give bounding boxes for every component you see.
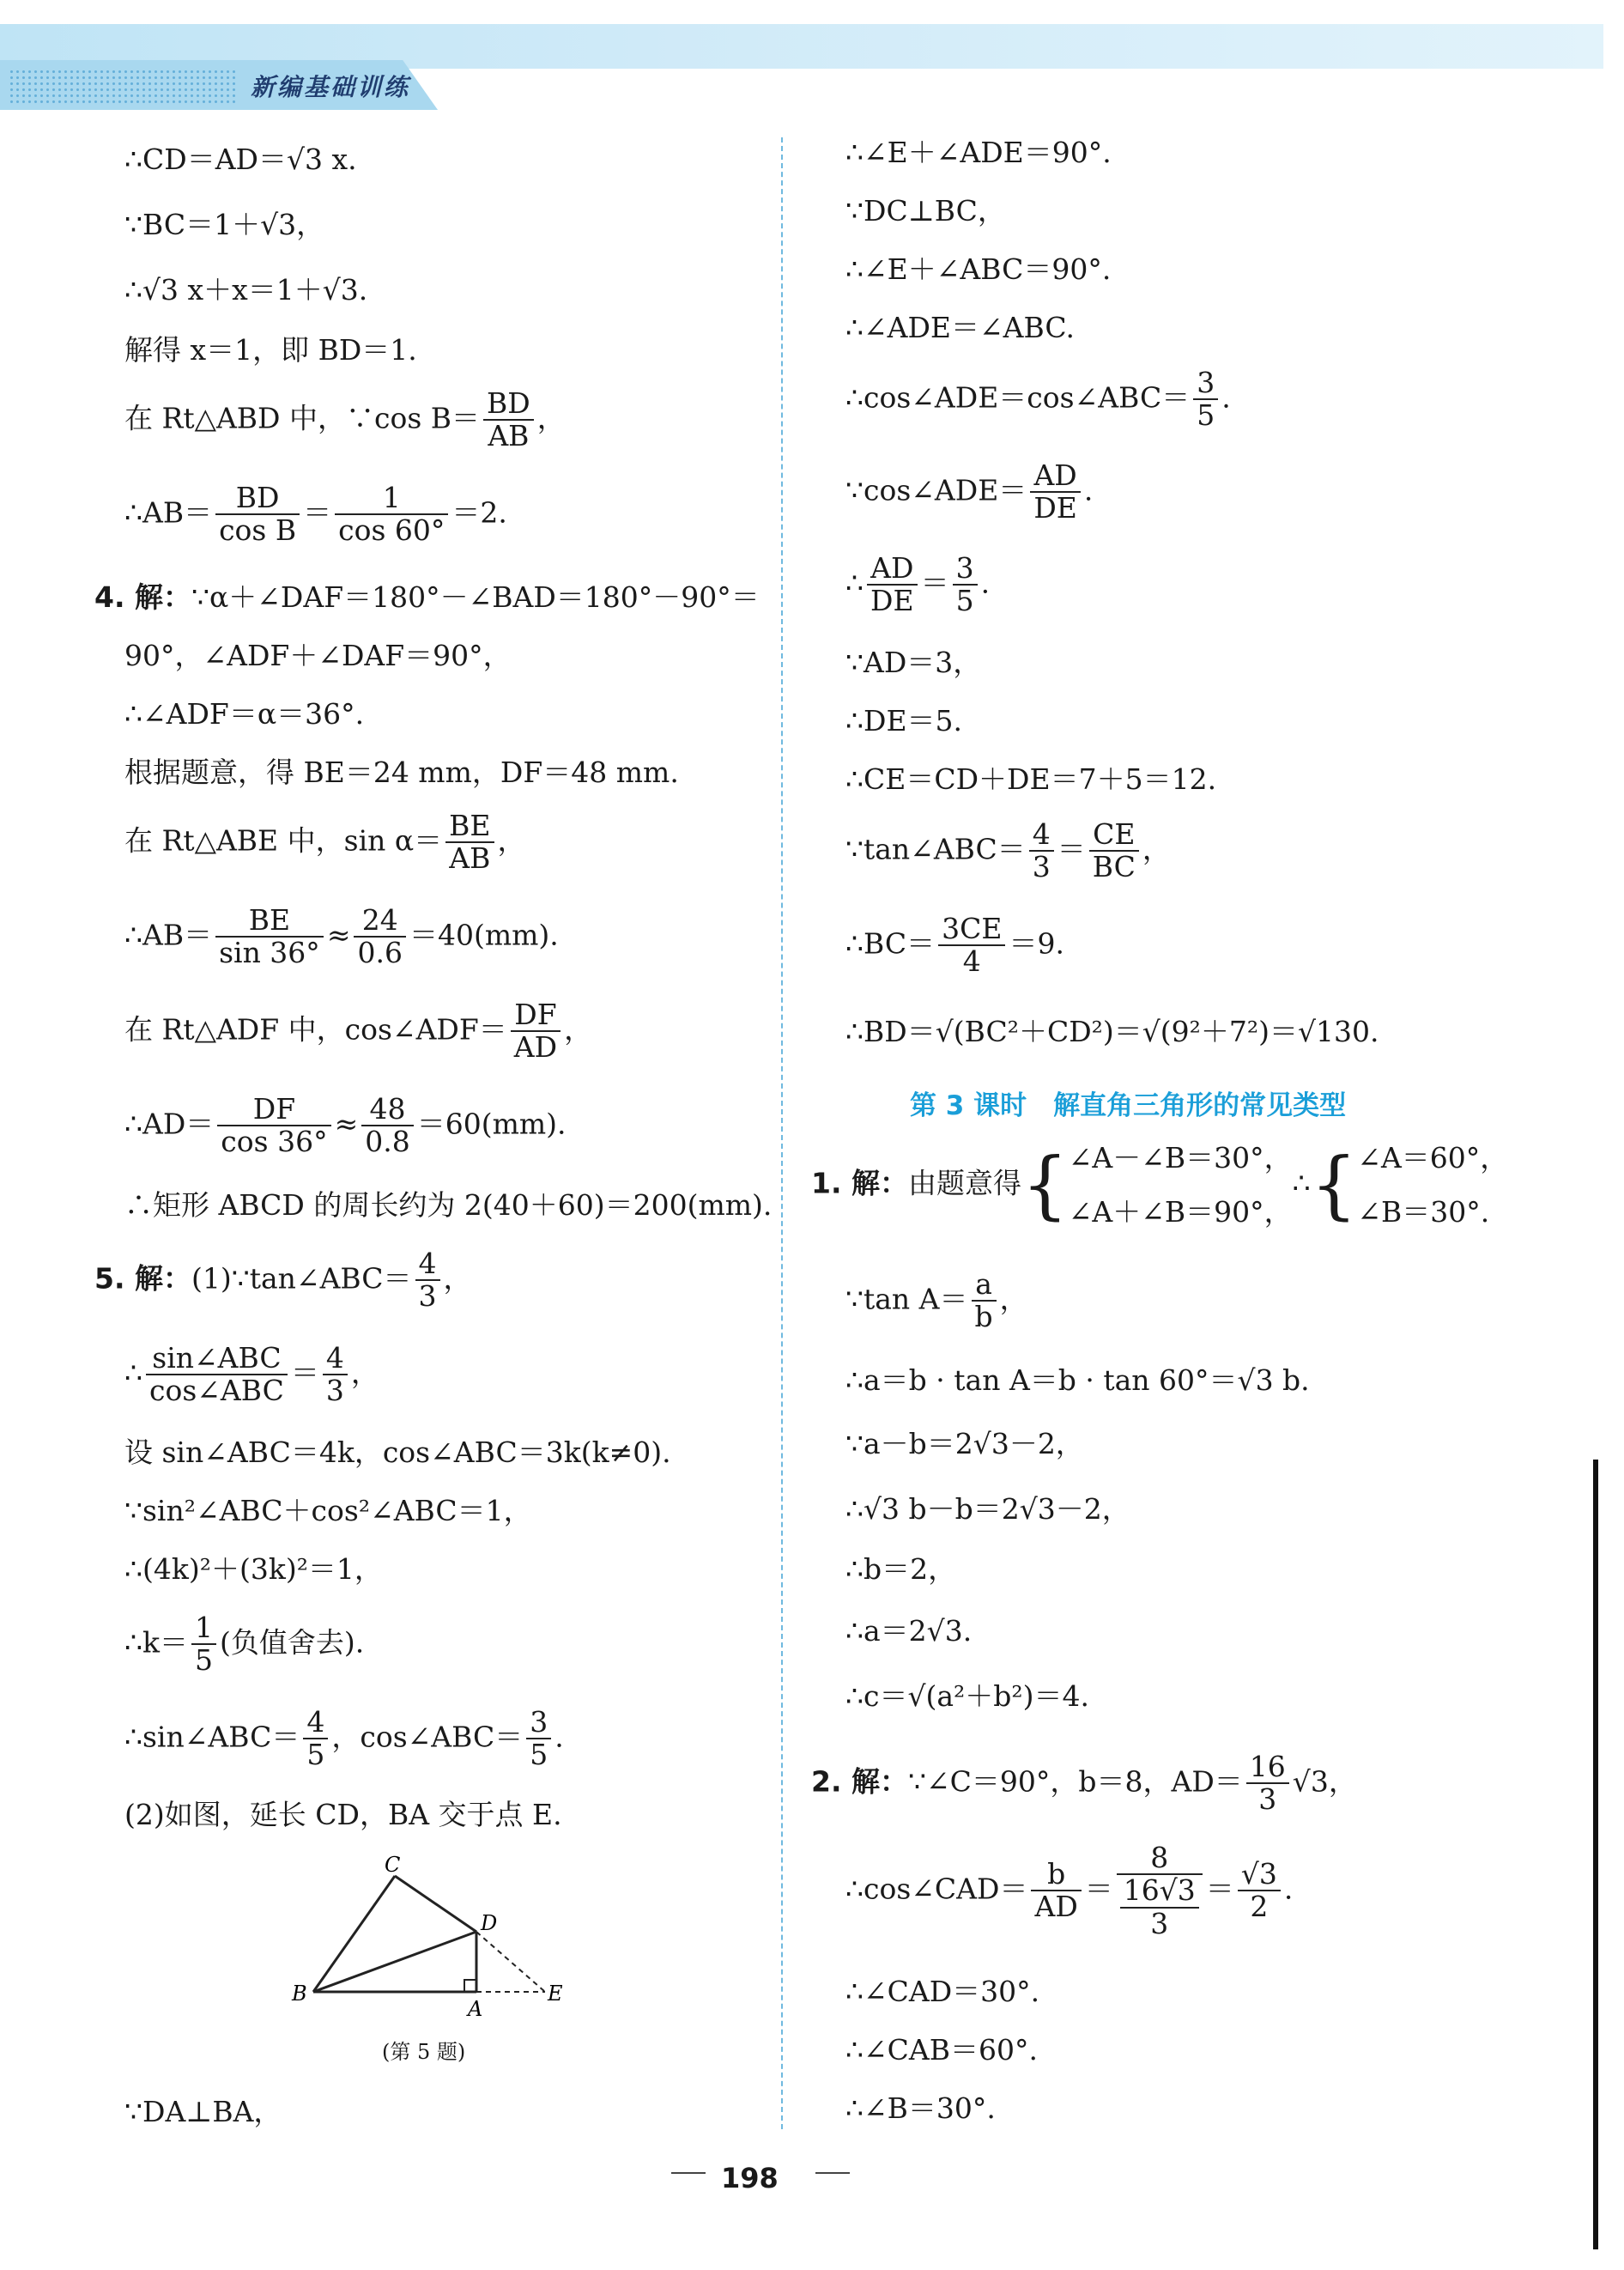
book-title: 新编基础训练 xyxy=(251,73,411,101)
label-a: A xyxy=(468,1997,483,2018)
text-line: ∴(4k)²＋(3k)²＝1， xyxy=(124,1552,383,1586)
text-line: ∴k＝ $\frac{1}{5}$ (负值舍去). xyxy=(124,1611,365,1678)
figure-caption: (第 5 题) xyxy=(382,2040,466,2064)
page-number: 198 xyxy=(721,2162,779,2194)
text-line: ∴∠E＋∠ADE＝90°. xyxy=(845,136,1112,169)
text-line: ∴∠ADF＝α＝36°. xyxy=(124,697,365,731)
text-line: ∴AD＝ $\frac{DF}{\cos 36^\circ}$ ≈ $\frac{48}{0.8}$ ＝60(mm). xyxy=(124,1092,567,1159)
label-c: C xyxy=(385,1854,401,1877)
text-line: ∴∠CAD＝30°. xyxy=(845,1975,1040,2008)
text-line: ∵DA⊥BA， xyxy=(124,2095,282,2128)
text-line: ∴ $\frac{\text{sin∠ABC}}{\text{cos∠ABC}}$ ＝ $\frac{4}{3}$ ， xyxy=(124,1341,379,1408)
text-line: (2)如图，延长 CD，BA 交于点 E. xyxy=(124,1798,562,1831)
text-line: ∴CD＝AD＝√3 x. xyxy=(124,143,357,176)
text-line: ∴√3 b－b＝2√3－2， xyxy=(845,1492,1130,1526)
page-number-dash xyxy=(815,2172,850,2174)
column-divider xyxy=(781,137,783,2129)
text-line: ∴ $\frac{AD}{DE}$ ＝ $\frac{3}{5}$ . xyxy=(845,551,991,618)
text-line: ∴a＝b · tan A＝b · tan 60°＝√3 b. xyxy=(845,1363,1310,1397)
text-line: 在 Rt△ABD 中，∵cos B＝ $\frac{BD}{AB}$ ， xyxy=(124,386,566,453)
text-line: 4. 解：∵α＋∠DAF＝180°－∠BAD＝180°－90°＝ xyxy=(94,580,760,614)
text-line: ∵DC⊥BC， xyxy=(845,194,1006,228)
text-line: ∴AB＝ $\frac{BE}{\sin 36^\circ}$ ≈ $\frac{24}{0.6}$ ＝40(mm). xyxy=(124,903,559,970)
text-line: 设 sin∠ABC＝4k，cos∠ABC＝3k(k≠0). xyxy=(124,1435,671,1469)
page-number-dash xyxy=(671,2172,706,2174)
text-line: 2. 解：∵∠C＝90°，b＝8，AD＝ $\frac{16}{3}$ √3， xyxy=(811,1750,1357,1817)
label-d: D xyxy=(481,1911,498,1935)
label-b: B xyxy=(292,1982,307,2006)
text-line: ∴矩形 ABCD 的周长约为 2(40＋60)＝200(mm). xyxy=(124,1188,773,1222)
text-line: ∵a－b＝2√3－2， xyxy=(845,1427,1084,1460)
text-line: ∵tan∠ABC＝ $\frac{4}{3}$ ＝ $\frac{CE}{BC}$ ， xyxy=(845,817,1171,884)
text-line: ∴cos∠ADE＝cos∠ABC＝ $\frac{3}{5}$ . xyxy=(845,366,1231,433)
triangle-figure xyxy=(283,1854,575,2018)
text-line: 5. 解：(1)∵tan∠ABC＝ $\frac{4}{3}$ ， xyxy=(94,1247,472,1314)
text-line: ∴√3 x＋x＝1＋√3. xyxy=(124,273,368,307)
text-line: ∴DE＝5. xyxy=(845,704,963,737)
text-line: ∵cos∠ADE＝ $\frac{AD}{DE}$ . xyxy=(845,458,1094,525)
text-line: 90°，∠ADF＋∠DAF＝90°， xyxy=(124,639,512,672)
section-title: 第 3 课时 解直角三角形的常见类型 xyxy=(910,1090,1347,1121)
text-line: ∴∠ADE＝∠ABC. xyxy=(845,311,1075,344)
text-line: ∴BD＝√(BC²＋CD²)＝√(9²＋7²)＝√130. xyxy=(845,1015,1379,1048)
text-line: ∴∠B＝30°. xyxy=(845,2091,996,2125)
text-line: ∴AB＝ $\frac{BD}{\text{cos B}}$ ＝ $\frac{1}{\cos 60^\circ}$ ＝2. xyxy=(124,481,507,548)
text-line: 根据题意，得 BE＝24 mm，DF＝48 mm. xyxy=(124,756,679,789)
text-line: ∴∠E＋∠ABC＝90°. xyxy=(845,252,1112,286)
text-line: 1. 解：由题意得{∠A－∠B＝30°， ∠A＋∠B＝90°，∴{∠A＝60°， ∠B＝30°. xyxy=(811,1141,1509,1229)
text-line: ∵BC＝1＋√3， xyxy=(124,208,325,241)
text-line: ∵tan A＝ $\frac{a}{b}$ ， xyxy=(845,1267,1028,1334)
text-line: ∴CE＝CD＋DE＝7＋5＝12. xyxy=(845,762,1217,796)
text-line: 解得 x＝1，即 BD＝1. xyxy=(124,333,417,367)
text-line: 在 Rt△ABE 中，sin α＝ $\frac{BE}{AB}$ ， xyxy=(124,809,526,876)
text-line: ∵sin²∠ABC＋cos²∠ABC＝1， xyxy=(124,1494,532,1527)
text-line: ∴cos∠CAD＝ $\frac{b}{AD}$ ＝ $\frac{8}{\frac{16√3}{3}}$ ＝ $\frac{√3}{2}$ . xyxy=(845,1841,1294,1940)
text-line: ∴c＝√(a²＋b²)＝4. xyxy=(845,1679,1089,1713)
text-line: ∴b＝2， xyxy=(845,1552,957,1586)
text-line: 在 Rt△ADF 中，cos∠ADF＝ $\frac{DF}{AD}$ ， xyxy=(124,998,593,1065)
text-line: ∴sin∠ABC＝ $\frac{4}{5}$ ，cos∠ABC＝ $\frac{3}{5}$ . xyxy=(124,1705,564,1772)
text-line: ∴∠CAB＝60°. xyxy=(845,2033,1038,2067)
label-e: E xyxy=(548,1982,563,2006)
text-line: ∵AD＝3， xyxy=(845,646,982,679)
edge-bar xyxy=(1593,1460,1598,2249)
header-pattern xyxy=(9,69,236,103)
text-line: ∴a＝2√3. xyxy=(845,1614,973,1648)
text-line: ∴BC＝ $\frac{3CE}{4}$ ＝9. xyxy=(845,912,1064,979)
